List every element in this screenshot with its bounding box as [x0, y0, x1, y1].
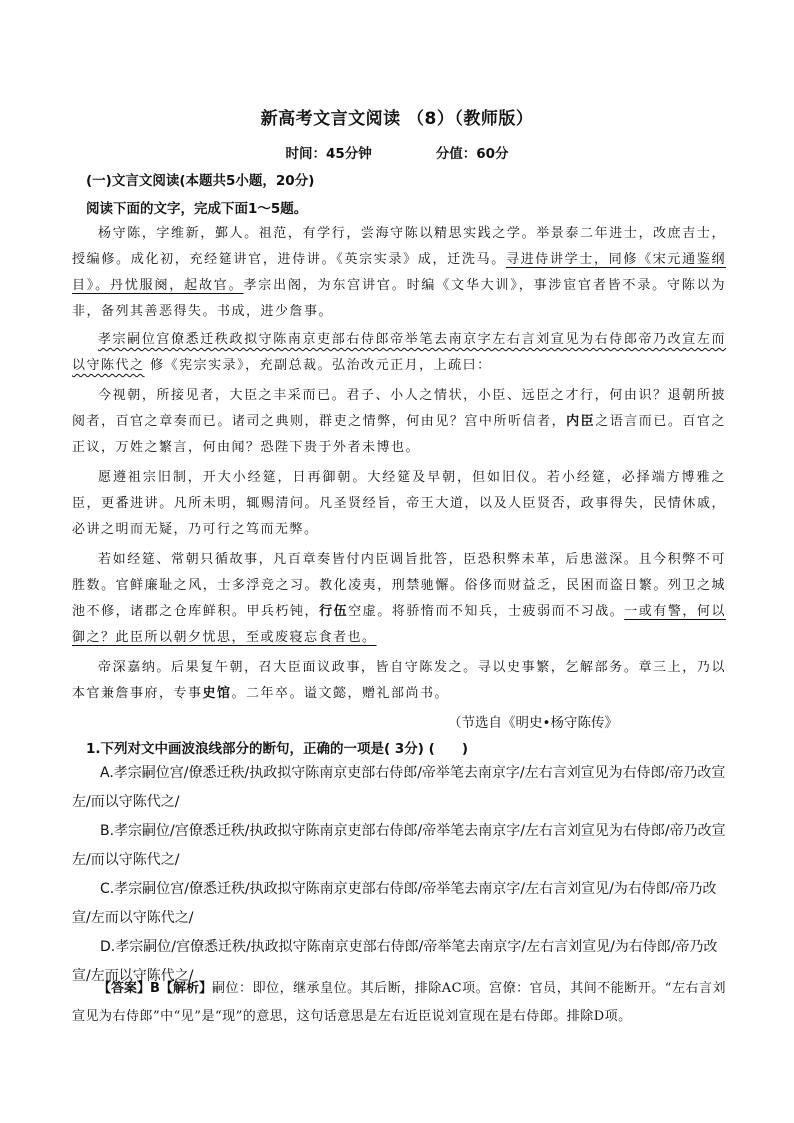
section-heading: (一)文言文阅读(本题共5小题，20分)	[86, 173, 315, 189]
passage-text: 之语言而已。百官之正议，万姓之繁言，何由闻？恐陛下贵于外者未博也。	[72, 414, 726, 455]
bold-term: 史馆	[202, 686, 232, 701]
passage-paragraph-6	[72, 655, 726, 707]
option-a: A.孝宗嗣位宫/僚悉迁秩/执政拟守陈南京吏部右侍郎/帝举笔去南京字/左右言刘宣见为右侍郎/帝乃改宣左/而以守陈代之/	[72, 765, 726, 810]
page-title: 新高考文言文阅读 （8）（教师版）	[260, 109, 534, 129]
question-1-stem: 1.下列对文中画波浪线部分的断句，正确的一项是( 3分) ( )	[86, 741, 468, 757]
answer-tag: 【答案】B【解析】	[98, 981, 213, 996]
passage-paragraph-2	[72, 327, 726, 379]
option-d: D.孝宗嗣位/宫僚悉迁秩/执政拟守陈南京吏部右侍郎/帝举笔去南京字/左右言刘宣见/为右侍郎/帝乃改宣/左而以守陈代之/	[72, 939, 718, 984]
time-label: 时间：45分钟	[285, 146, 372, 162]
bold-term: 行伍	[319, 604, 349, 619]
classical-passage	[72, 221, 726, 709]
underlined-sentence: 一或有警，何以御之？此臣所以朝夕忧思，至或废寝忘食者也。	[72, 604, 726, 645]
source-citation: （节选自《明史•杨守陈传》	[448, 715, 618, 731]
passage-text: 杨守陈，字维新，鄞人。祖范，有学行，尝海守陈以精思实践之学。举景泰二年进士，改庶吉士，授编修。成化初，充经筵讲官，进侍讲。《英宗实录》成，迁洗马。	[72, 226, 726, 267]
passage-text: 修《宪宗实录》，充副总裁。弘治改元正月，上疏曰：	[144, 358, 492, 373]
wavy-underlined-sentence: 孝宗嗣位宫僚悉迁秩政拟守陈南京吏部右侍郎帝举笔去南京字左右言刘宣见为右侍郎帝乃改宣左而以守陈代之	[72, 332, 726, 373]
passage-paragraph-4: 愿遵祖宗旧制，开大小经筵，日再御朝。大经筵及早朝，但如旧仪。若小经筵，必择端方博雅之臣，更番进讲。凡所未明，辄赐清问。凡圣贤经旨，帝王大道，以及人臣贤否，政事得失，民情休戚，必讲之明而无疑，乃可行之笃而无弊。	[72, 470, 726, 537]
answer-text: 嗣位：即位，继承皇位。其后断，排除AC项。宫僚：官员，其间不能断开。“左右言刘宣见为右侍郎”中“见”是“现”的意思，这句话意思是左右近臣说刘宣现在是右侍郎。排除D项。	[72, 981, 726, 1024]
passage-text: 若如经筵、常朝只循故事，凡百章奏皆付内臣调旨批答，臣恐积弊未革，后患滋深。且今积弊不可胜数。官鲜廉耻之风，士多浮竞之习。教化凌夷，刑禁驰懈。俗侈而财益乏，民困而盗日繁。列卫之城池不修，诸郡之仓库鲜积。甲兵朽钝，	[72, 552, 726, 619]
option-b: B.孝宗嗣位/宫僚悉迁秩/执政拟守陈南京吏部右侍郎/帝举笔去南京字/左右言刘宣见为右侍郎/帝乃改宣左/而以守陈代之/	[72, 823, 726, 868]
underlined-sentence: 寻进侍讲学士，同修《宋元通鉴纲目》。丹忧服阕，起故官。	[72, 252, 726, 293]
passage-text: 。二年卒。谥文懿，赠礼部尚书。	[231, 686, 450, 701]
passage-text: 空虚。将骄惰而不知兵，士疲弱而不习战。	[348, 604, 625, 619]
passage-paragraph-5	[72, 547, 726, 651]
bold-term: 内臣	[566, 414, 596, 429]
passage-paragraph-1	[72, 221, 726, 325]
answer-explanation	[72, 975, 726, 1031]
passage-paragraph-3	[72, 383, 726, 461]
option-c: C.孝宗嗣位宫/僚悉迁秩/执政拟守陈南京吏部右侍郎/帝举笔去南京字/左右言刘宣见/为右侍郎/帝乃改宣/左而以守陈代之/	[72, 881, 717, 926]
question-1-options	[72, 759, 726, 991]
reading-instruction: 阅读下面的文字，完成下面1～5题。	[86, 201, 308, 217]
answer-paragraph	[72, 975, 726, 1031]
score-label: 分值：60分	[435, 146, 509, 162]
passage-text: 帝深嘉纳。后果复午朝，召大臣面议政事，皆自守陈发之。寻以史事繁，乞解部务。章三上，乃以本官兼詹事府，专事	[72, 660, 726, 701]
exam-meta	[0, 142, 794, 162]
passage-text: 孝宗出阁，为东宫讲官。时编《文华大训》，事涉宦官者皆不录。守陈以为非，备列其善恶得失。书成，进少詹事。	[72, 278, 726, 319]
passage-text: 今视朝，所接见者，大臣之丰采而已。君子、小人之情状，小臣、远臣之才行，何由识？退朝所披阅者，百官之章奏而已。诸司之典则，群吏之情弊，何由见？宫中所听信者，	[72, 388, 726, 429]
